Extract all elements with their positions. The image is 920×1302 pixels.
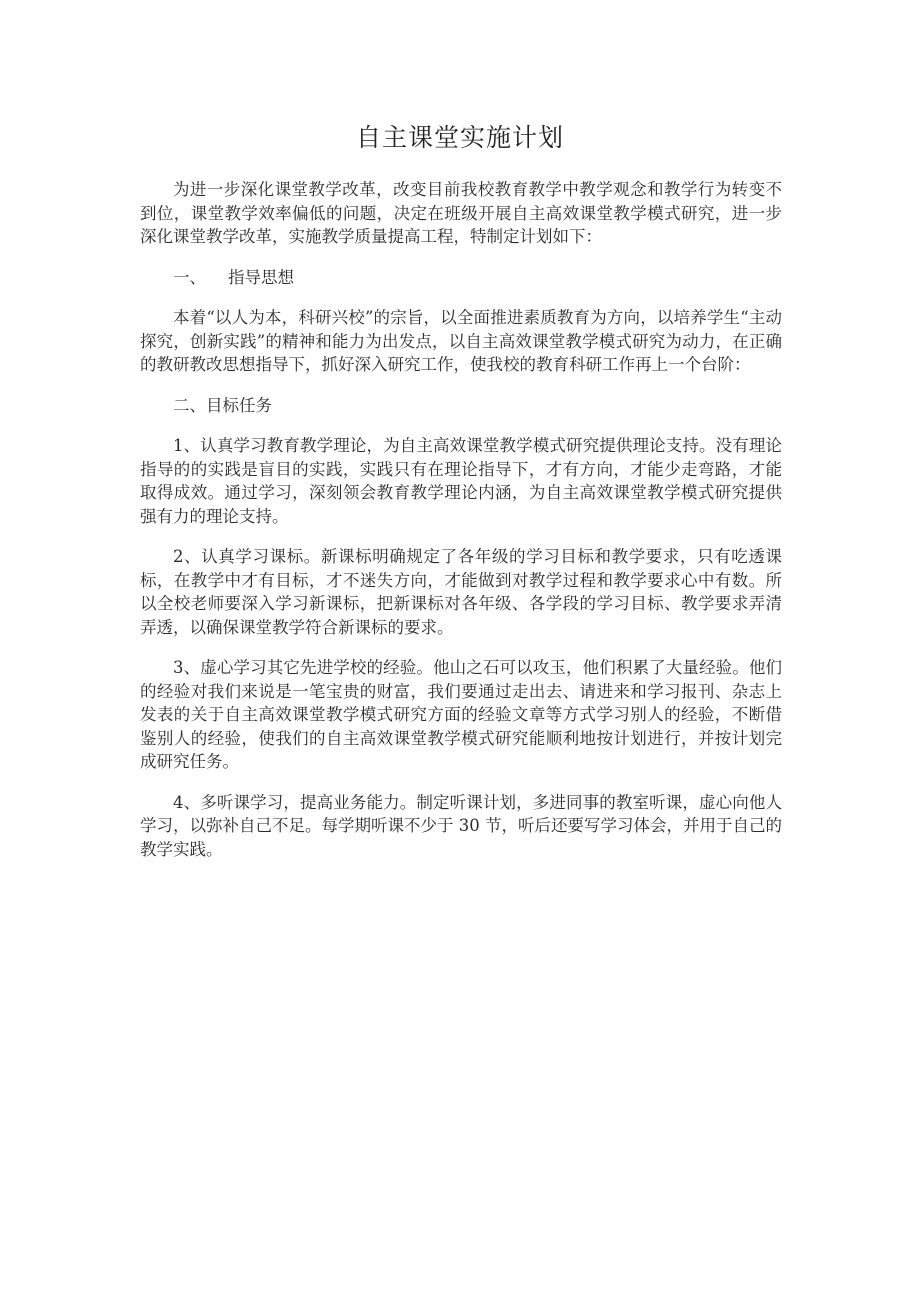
section-2-item-2: 2、认真学习课标。新课标明确规定了各年级的学习目标和教学要求，只有吃透课标，在教学中才有目标，才不迷失方向，才能做到对教学过程和教学要求心中有数。所以全校老师要深入学习新课标，把新课标对各年级、各学段的学习目标、教学要求弄清弄透，以确保课堂教学符合新课标的要求。 (140, 547, 782, 637)
section-2-item-3: 3、虚心学习其它先进学校的经验。他山之石可以攻玉，他们积累了大量经验。他们的经验对我们来说是一笔宝贵的财富，我们要通过走出去、请进来和学习报刊、杂志上发表的关于自主高效课堂教学模式研究方面的经验文章等方式学习别人的经验，不断借鉴别人的经验，使我们的自主高效课堂教学模式研究能顺利地按计划进行，并按计划完成研究任务。 (140, 658, 782, 771)
section-2-item-4: 4、多听课学习，提高业务能力。制定听课计划，多进同事的教室听课，虚心向他人学习，以弥补自己不足。每学期听课不少于 30 节，听后还要写学习体会，并用于自己的教学实践。 (140, 792, 782, 859)
document-body (140, 178, 782, 878)
intro-paragraph: 为进一步深化课堂教学改革，改变目前我校教育教学中教学观念和教学行为转变不到位，课堂教学效率偏低的问题，决定在班级开展自主高效课堂教学模式研究，进一步深化课堂教学改革，实施教学质量提高工程，特制定计划如下： (140, 180, 782, 246)
section-1-title: 指导思想 (228, 267, 294, 287)
section-1-number: 一、 (173, 267, 206, 287)
page-title: 自主课堂实施计划 (355, 123, 564, 152)
section-1-paragraph: 本着“以人为本，科研兴校”的宗旨，以全面推进素质教育为方向，以培养学生“主动探究，创新实践”的精神和能力为出发点，以自主高效课堂教学模式研究为动力，在正确的教研教改思想指导下，抓好深入研究工作，使我校的教育科研工作再上一个台阶： (140, 308, 782, 374)
section-2-item-1: 1、认真学习教育教学理论，为自主高效课堂教学模式研究提供理论支持。没有理论指导的的实践是盲目的实践，实践只有在理论指导下，才有方向，才能少走弯路，才能取得成效。通过学习，深刻领会教育教学理论内涵，为自主高效课堂教学模式研究提供强有力的理论支持。 (140, 436, 782, 526)
section-2-heading: 二、目标任务 (173, 395, 272, 415)
section-1-heading (140, 266, 782, 290)
